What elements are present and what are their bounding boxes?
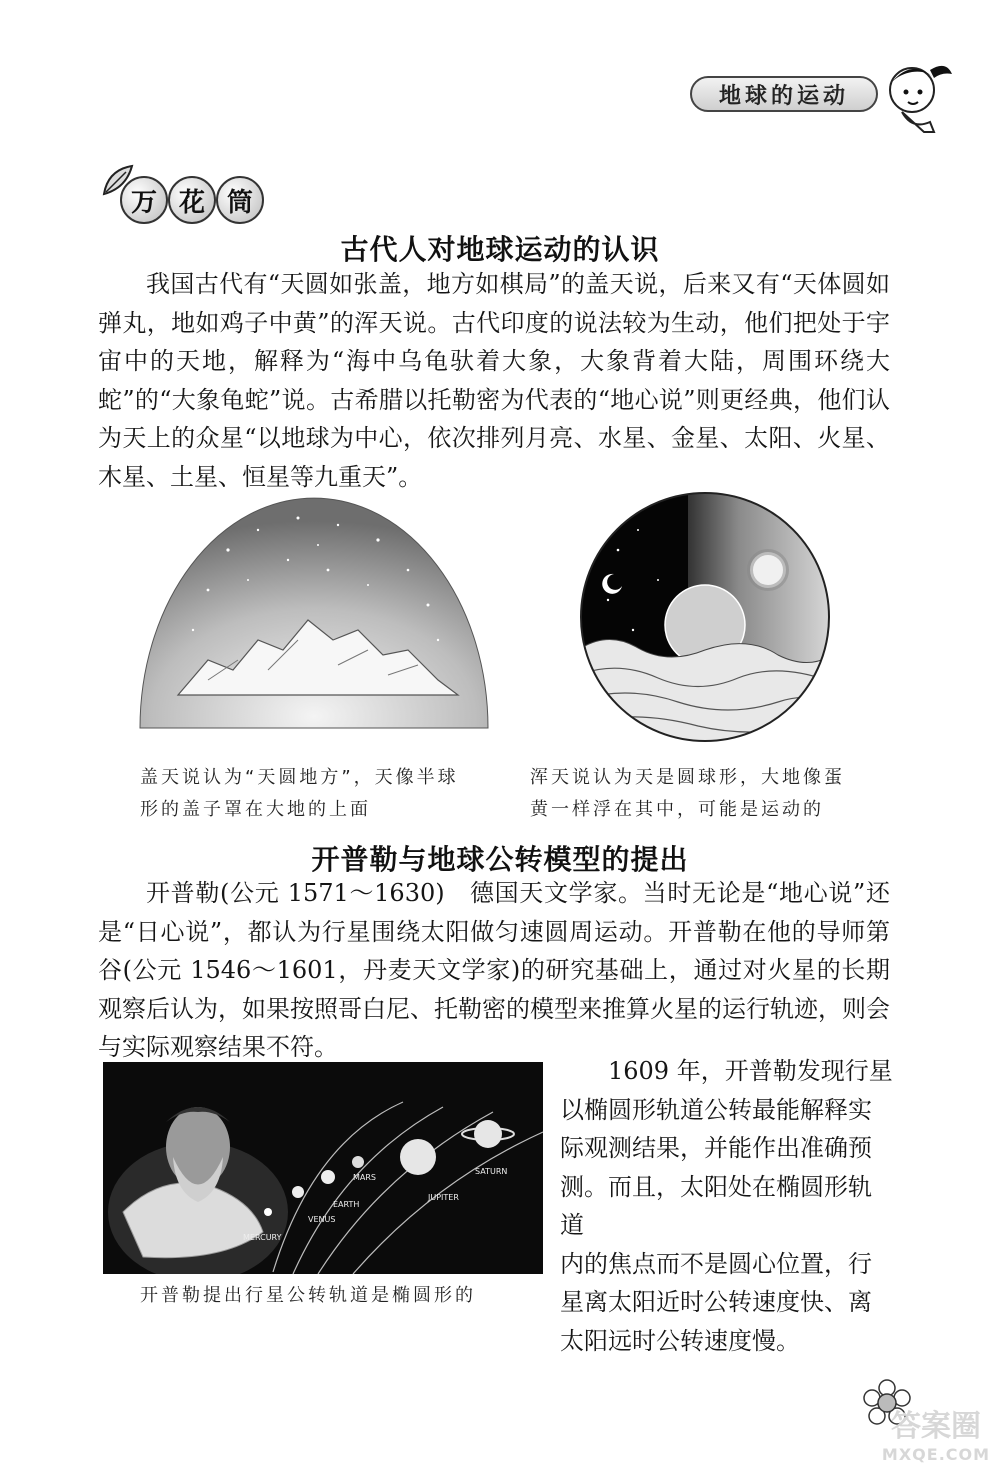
label-venus: VENUS (308, 1215, 336, 1224)
article1-title: 古代人对地球运动的认识 (340, 233, 660, 266)
side-line: 测。而且，太阳处在椭圆形轨道 (560, 1172, 872, 1239)
chapter-tag (690, 70, 890, 116)
left-caption-2: 形的盖子罩在大地的上面 (140, 799, 371, 820)
side-line: 内的焦点而不是圆心位置，行 (560, 1249, 872, 1278)
section-badge (98, 160, 258, 230)
side-line: 以椭圆形轨道公转最能解释实 (560, 1095, 872, 1124)
label-saturn: SATURN (475, 1167, 508, 1176)
label-jupiter: JUPITER (428, 1193, 459, 1202)
chapter-title: 地球的运动 (690, 76, 878, 112)
article1-paragraph: 我国古代有“天圆如张盖，地方如棋局”的盖天说，后来又有“天体圆如弹丸，地如鸡子中黄”的浑天说。古代印度的说法较为生动，他们把处于宇宙中的天地，解释为“海中乌龟驮着大象，大象背着大陆，周围环绕大蛇”的“大象龟蛇”说。古希腊以托勒密为代表的“地心说”则更经典，他们认为天上的众星“以地球为中心，依次排列月亮、水星、金星、太阳、火星、木星、土星、恒星等九重天”。 (98, 270, 890, 491)
side-line: 际观测结果，并能作出准确预 (560, 1134, 872, 1162)
photo-caption: 开普勒提出行星公转轨道是椭圆形的 (140, 1285, 476, 1306)
article2-title: 开普勒与地球公转模型的提出 (311, 843, 689, 876)
gaitian-illustration (138, 490, 490, 732)
article2-paragraph: 开普勒(公元 1571～1630) 德国天文学家。当时无论是“地心说”还是“日心说”，都认为行星围绕太阳做匀速圆周运动。开普勒在他的导师第谷(公元 1546～1601，丹麦天文学家)的研究基础上，通过对火星的长期观察后认为，如果按照哥白尼、托勒密的模型来推算火星的运行轨迹，则会与实际观察结果不符。 (98, 879, 890, 1061)
huntian-illustration (578, 490, 832, 744)
badge-char-2: 花 (168, 176, 216, 224)
article2-side-text (560, 1052, 895, 1360)
badge-char-3: 筒 (216, 176, 264, 224)
label-mars: MARS (353, 1173, 377, 1182)
right-caption-1: 浑天说认为天是圆球形，大地像蛋 (530, 767, 845, 788)
label-mercury: MERCURY (243, 1233, 282, 1242)
mascot-icon (876, 56, 956, 136)
watermark-line1: 答案圈 (891, 1409, 981, 1444)
side-line: 太阳远时公转速度慢。 (560, 1326, 800, 1355)
kepler-photo (103, 1062, 543, 1274)
right-caption-2: 黄一样浮在其中，可能是运动的 (530, 799, 824, 820)
watermark-line2: MXQE.COM (881, 1445, 991, 1464)
watermark (880, 1410, 992, 1472)
label-earth: EARTH (333, 1200, 360, 1209)
badge-char-1: 万 (120, 176, 168, 224)
side-line: 1609 年，开普勒发现行星 (608, 1057, 893, 1085)
left-caption-1: 盖天说认为“天圆地方”，天像半球 (140, 767, 459, 788)
side-line: 星离太阳近时公转速度快、离 (560, 1288, 872, 1316)
